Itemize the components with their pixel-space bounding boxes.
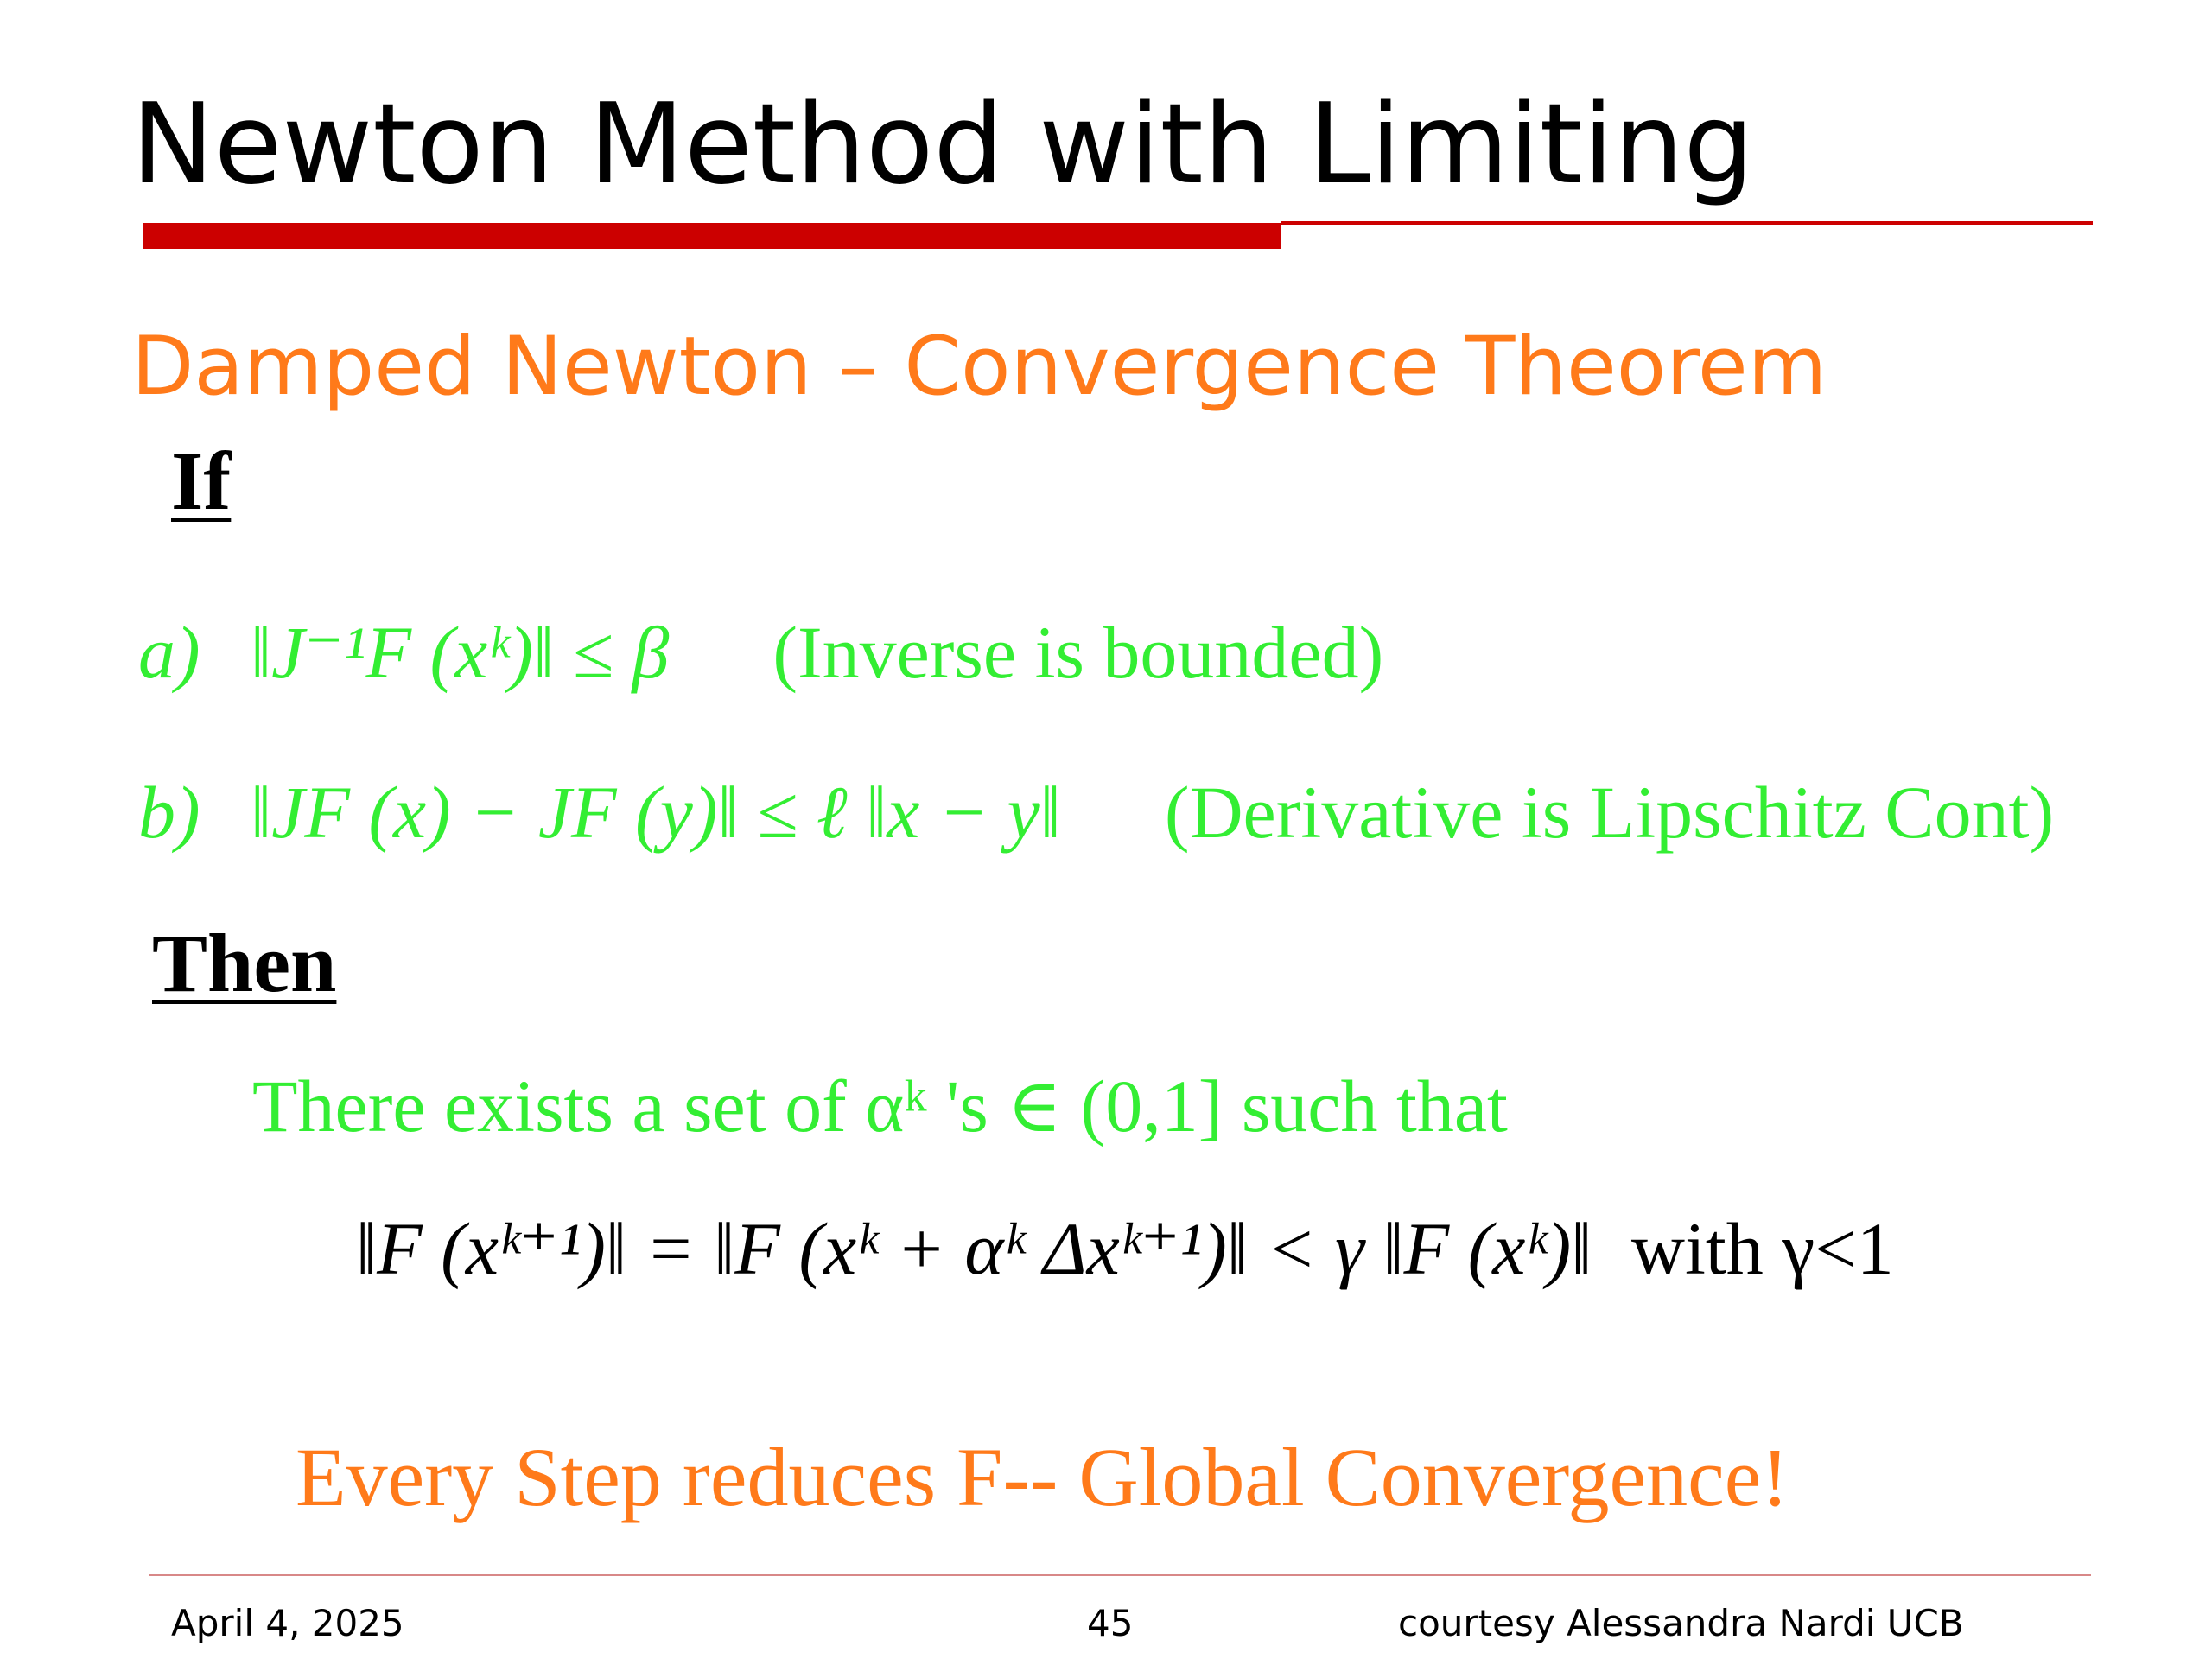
- footer-credit: courtesy Alessandra Nardi UCB: [1398, 1602, 1964, 1644]
- title-underline-rule: [1281, 221, 2093, 225]
- title-underline-bar: [143, 223, 1281, 249]
- condition-b-label: b): [138, 771, 200, 854]
- footer-date: April 4, 2025: [171, 1602, 404, 1644]
- footer-divider: [149, 1574, 2091, 1576]
- equation-formula: ‖F (xᵏ⁺¹)‖ = ‖F (xᵏ + αᵏ Δxᵏ⁺¹)‖ < γ ‖F (xᵏ)‖: [356, 1207, 1592, 1290]
- condition-a-formula: ‖J⁻¹F (xᵏ)‖ ≤ β: [251, 611, 670, 694]
- equation-tail: with γ<1: [1630, 1207, 1894, 1290]
- condition-b-formula: ‖JF (x) − JF (y)‖ ≤ ℓ ‖x − y‖: [251, 771, 1061, 854]
- condition-b-note: (Derivative is Lipschitz Cont): [1164, 771, 2055, 854]
- if-heading: If: [171, 435, 232, 527]
- footer-page-number: 45: [1087, 1602, 1134, 1644]
- slide-title: Newton Method with Limiting: [131, 80, 1754, 209]
- condition-b: [138, 765, 2054, 860]
- conclusion-text: Every Step reduces F-- Global Convergence!: [296, 1431, 1789, 1523]
- exists-statement: There exists a set of αᵏ 's ∈ (0,1] such that: [252, 1065, 1508, 1147]
- condition-a-label: a): [138, 611, 200, 694]
- convergence-equation: [356, 1197, 1894, 1300]
- slide-subtitle: Damped Newton – Convergence Theorem: [131, 320, 1827, 414]
- condition-a-note: (Inverse is bounded): [772, 611, 1384, 694]
- condition-a: [138, 605, 1383, 700]
- then-heading: Then: [152, 917, 337, 1009]
